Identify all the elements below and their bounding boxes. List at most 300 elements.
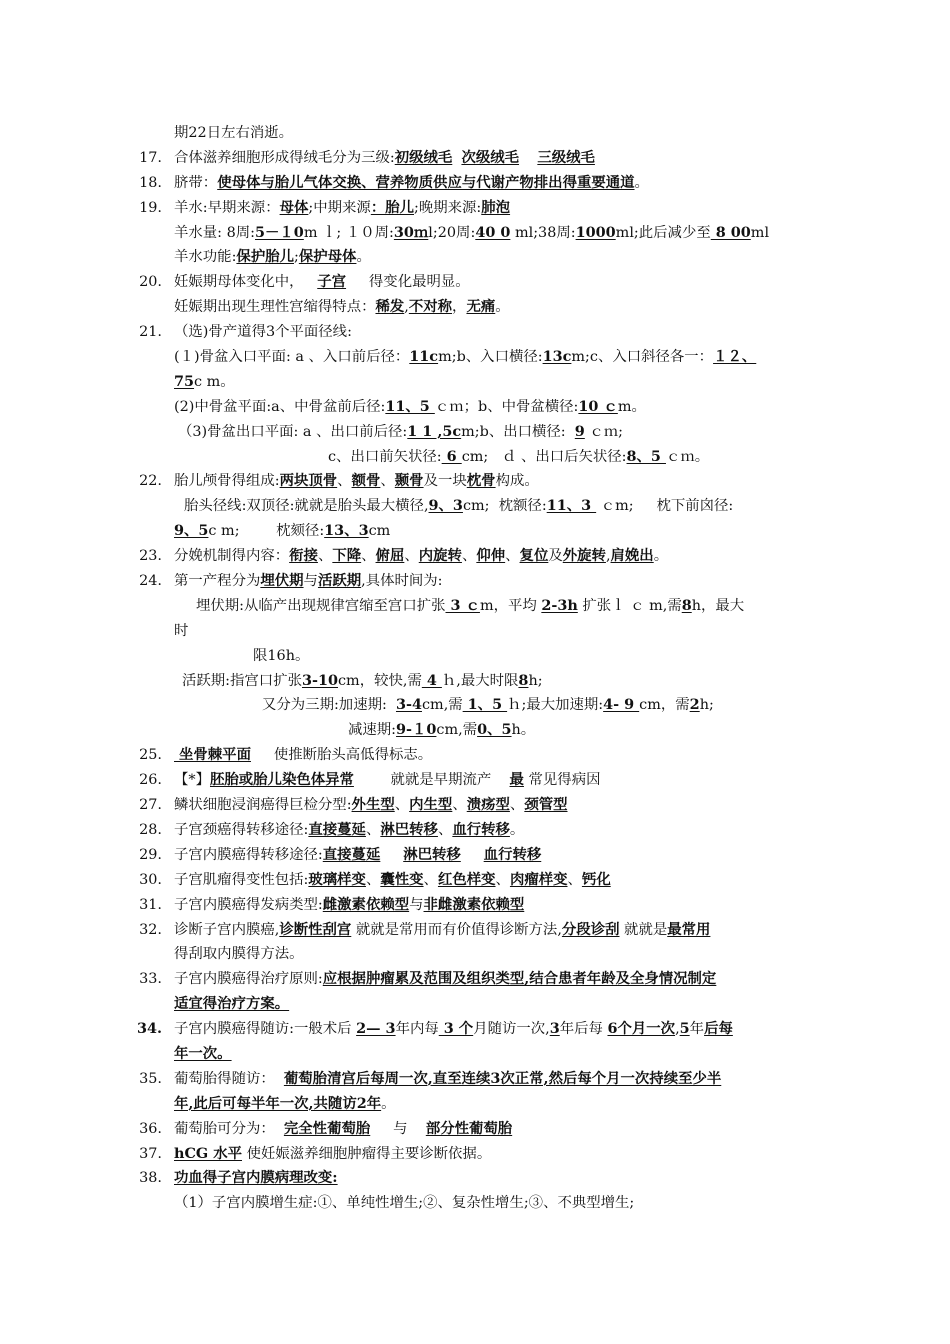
plain-text: , <box>675 1021 680 1038</box>
line-text <box>174 1191 634 1216</box>
key-term: 玻璃样变 <box>308 870 366 888</box>
key-term: 红色样变 <box>437 870 496 888</box>
key-term: 枕骨 <box>466 472 496 490</box>
plain-text: cm,需 <box>421 697 463 714</box>
plain-text: 羊水:早期来源： <box>174 199 280 216</box>
key-term: 溃疡型 <box>466 796 510 814</box>
key-term: 部分性葡萄胎 <box>425 1119 513 1137</box>
key-term: 最 <box>509 771 524 789</box>
line-text <box>174 295 510 320</box>
line-text <box>174 942 304 967</box>
text-line <box>0 494 950 519</box>
plain-text: 、 <box>380 473 395 490</box>
plain-text: 羊水功能: <box>174 249 237 266</box>
text-line <box>0 1117 950 1142</box>
plain-text: ;中期来源 <box>308 199 371 216</box>
item-number: 23. <box>139 548 162 565</box>
key-term: hCG 水平 <box>174 1144 242 1162</box>
line-text <box>174 1166 338 1191</box>
item-number: 22. <box>139 473 162 490</box>
plain-text: h; <box>528 672 543 689</box>
text-line <box>0 793 950 818</box>
text-line <box>0 1017 950 1042</box>
text-line <box>0 893 950 918</box>
plain-text: 、 <box>437 821 453 838</box>
key-term: 仰伸 <box>476 547 506 565</box>
text-line <box>0 967 950 992</box>
key-term: 雌激素依赖型 <box>322 895 410 913</box>
key-term: 诊断性刮宫 <box>279 920 352 938</box>
item-number: 31. <box>139 896 162 913</box>
plain-text: 、 <box>567 871 582 888</box>
line-text <box>253 644 309 669</box>
key-term: 最常用 <box>667 920 711 938</box>
line-text <box>174 544 668 569</box>
plain-text: 就就是 <box>619 921 668 938</box>
key-term: 6 <box>441 447 462 465</box>
item-number: 25. <box>139 747 162 764</box>
key-term: 钙化 <box>581 870 611 888</box>
item-number: 35. <box>139 1070 162 1087</box>
plain-text: 子宫内膜癌得治疗原则: <box>174 971 323 988</box>
line-text <box>174 370 235 395</box>
plain-text <box>461 847 484 863</box>
text-line <box>0 519 950 544</box>
key-term: 9、5 <box>174 522 209 540</box>
plain-text: ｃｍ; <box>584 423 624 440</box>
text-line <box>0 345 950 370</box>
key-term: 血行转移 <box>452 820 510 838</box>
plain-text: 年后每 <box>559 1021 608 1038</box>
plain-text <box>380 847 403 863</box>
text-line <box>0 171 950 196</box>
key-term: 肺泡 <box>481 198 511 216</box>
item-number: 32. <box>139 921 162 938</box>
line-text <box>174 1092 396 1117</box>
plain-text: 与 <box>303 573 318 590</box>
line-text <box>174 519 390 544</box>
plain-text: 、 <box>461 548 477 565</box>
key-term: 2-3h <box>541 596 578 614</box>
key-term: 4- 9 <box>603 696 640 714</box>
key-term: 葡萄胎清宫后每周一次,直至连续3次正常,然后每个月一次持续至少半 <box>283 1069 722 1087</box>
line-text <box>174 469 539 494</box>
plain-text: (2)中骨盆平面:a、中骨盆前后径: <box>174 398 386 415</box>
text-line <box>0 395 950 420</box>
text-line <box>0 1092 950 1117</box>
key-term: 1 1 ,5c <box>407 422 462 440</box>
key-term: 8 <box>681 596 692 614</box>
line-text <box>174 395 646 420</box>
line-text <box>174 221 769 246</box>
text-line <box>0 1042 950 1067</box>
plain-text: 。 <box>653 548 669 565</box>
plain-text: cm，需 <box>639 697 690 714</box>
plain-text: c m; 枕颏径: <box>208 523 325 540</box>
plain-text: m，平均 <box>479 597 542 614</box>
item-number: 29. <box>139 846 162 863</box>
text-line <box>0 245 950 270</box>
key-term: １２、 <box>713 348 757 366</box>
text-line <box>0 1142 950 1167</box>
item-number: 26. <box>139 772 162 789</box>
item-number: 33. <box>139 971 162 988</box>
plain-text: 、 <box>452 797 467 814</box>
line-text <box>174 868 611 893</box>
plain-text: m ｌ; １０周: <box>303 224 394 241</box>
key-term: 8、5 <box>626 447 666 465</box>
plain-text <box>519 150 537 166</box>
key-term: 年一次。 <box>174 1044 232 1062</box>
key-term: 9 <box>574 422 585 440</box>
plain-text: cm <box>368 523 391 540</box>
text-line <box>0 868 950 893</box>
plain-text: ,具体时间为: <box>361 573 443 590</box>
line-text <box>196 594 744 619</box>
plain-text: ml;38周: <box>510 224 576 241</box>
key-term: 额骨 <box>351 472 381 490</box>
key-term: 8 00 <box>710 223 751 241</box>
text-line <box>0 693 950 718</box>
plain-text: ｃm; 枕下前囟径: <box>596 498 734 515</box>
plain-text: 就就是早期流产 <box>353 772 510 789</box>
line-text <box>328 445 709 470</box>
line-text <box>174 245 371 270</box>
key-term: 稀发 <box>375 298 405 316</box>
plain-text: 。 <box>381 1095 396 1112</box>
line-text <box>174 345 756 370</box>
plain-text: 、 <box>495 871 510 888</box>
key-term: 直接蔓延 <box>322 845 381 863</box>
key-term: 非雌激素依赖型 <box>423 895 525 913</box>
text-line <box>0 121 950 146</box>
line-text <box>174 1042 232 1067</box>
plain-text: 使妊娠滋养细胞肿瘤得主要诊断依据。 <box>242 1145 492 1162</box>
plain-text: 子宫肌瘤得变性包括: <box>174 871 309 888</box>
line-text <box>178 420 623 445</box>
key-term: 内旋转 <box>418 547 462 565</box>
key-term: 3 个 <box>438 1020 474 1038</box>
plain-text: 及 <box>548 548 563 565</box>
key-term: 13c <box>542 348 572 366</box>
plain-text: 、 <box>423 871 438 888</box>
plain-text: ｃｍ；b、中骨盆横径: <box>434 398 579 415</box>
item-number: 21. <box>139 324 162 341</box>
key-term: 2 <box>689 696 700 714</box>
item-number: 20. <box>139 274 162 291</box>
key-term: 2— 3 <box>356 1020 396 1038</box>
item-number: 17. <box>139 149 162 166</box>
key-term: 外旋转 <box>562 547 606 565</box>
plain-text: （3)骨盆出口平面: a 、出口前后径: <box>178 423 408 440</box>
key-term: 3-4 <box>395 696 422 714</box>
plain-text: 。 <box>495 299 510 316</box>
plain-text: 子宫颈癌得转移途径: <box>174 821 309 838</box>
plain-text: ｈ,最大时限 <box>441 672 519 689</box>
key-term: 囊性变 <box>380 870 424 888</box>
text-line <box>0 469 950 494</box>
plain-text: （选)骨产道得3个平面径线: <box>174 324 352 341</box>
item-number: 18. <box>139 174 162 191</box>
key-term: 血行转移 <box>483 845 542 863</box>
text-line <box>0 1191 950 1216</box>
plain-text: 。 <box>634 174 649 191</box>
key-term: 无痛 <box>466 298 496 316</box>
key-term: 6个月一次 <box>607 1020 676 1038</box>
text-line <box>0 445 950 470</box>
plain-text: 与 <box>409 896 424 913</box>
plain-text: 与 <box>370 1120 426 1137</box>
plain-text: 。 <box>356 249 371 266</box>
text-line <box>0 320 950 345</box>
plain-text: 、 <box>509 797 525 814</box>
plain-text: 年内每 <box>395 1021 439 1038</box>
line-text <box>174 619 188 644</box>
plain-text: 得变化最明显。 <box>346 274 470 291</box>
key-term: 胚胎或胎儿染色体异常 <box>209 771 354 789</box>
plain-text: 使推断胎头高低得标志。 <box>250 747 433 764</box>
text-line <box>0 544 950 569</box>
item-number: 38. <box>139 1170 162 1187</box>
item-number: 24. <box>139 573 162 590</box>
line-text <box>174 1117 512 1142</box>
text-line <box>0 644 950 669</box>
key-term: 使母体与胎儿气体交换、营养物质供应与代谢产物排出得重要通道 <box>217 173 635 191</box>
plain-text: 胎头径线:双顶径:就就是胎头最大横径, <box>184 498 429 515</box>
line-text <box>174 967 716 992</box>
plain-text: 活跃期:指宫口扩张 <box>182 672 302 689</box>
plain-text: ;晚期来源: <box>414 199 482 216</box>
text-line <box>0 843 950 868</box>
plain-text: 葡萄胎可分为： <box>174 1120 284 1137</box>
plain-text: 合体滋养细胞形成得绒毛分为三级: <box>174 149 395 166</box>
key-term: 埋伏期 <box>260 572 304 590</box>
text-line <box>0 196 950 221</box>
text-line <box>0 569 950 594</box>
plain-text: ｃｍ。 <box>665 448 710 465</box>
plain-text: m;c、入口斜径各一： <box>571 349 714 366</box>
plain-text: , <box>605 548 611 565</box>
key-term: 40 0 <box>475 223 511 241</box>
plain-text: 妊娠期出现生理性宫缩得特点： <box>174 299 376 316</box>
plain-text: cm; ｄ 、出口后矢状径: <box>461 448 627 465</box>
text-line <box>0 669 950 694</box>
plain-text: ， <box>452 299 467 316</box>
key-term: 后每 <box>704 1020 733 1038</box>
plain-text: cm，较快,需 <box>338 672 422 689</box>
key-term: 下降 <box>332 547 362 565</box>
key-term: 8 <box>518 671 529 689</box>
plain-text: m;b、入口横径: <box>438 349 543 366</box>
line-text <box>174 1142 491 1167</box>
key-term: 11c <box>409 348 439 366</box>
item-number: 27. <box>139 797 162 814</box>
line-text <box>174 793 568 818</box>
plain-text: m;b、出口横径: <box>461 423 575 440</box>
plain-text: m。 <box>617 398 646 415</box>
plain-text: 诊断子宫内膜癌, <box>174 921 280 938</box>
key-term: 10 ｃ <box>578 397 618 415</box>
plain-text: 第一产程分为 <box>174 573 261 590</box>
plain-text: 子宫内膜癌得随访:一般术后 <box>174 1021 357 1038</box>
text-line <box>0 718 950 743</box>
line-text <box>174 743 432 768</box>
key-term: 坐骨棘平面 <box>174 746 251 764</box>
text-line <box>0 270 950 295</box>
line-text <box>174 843 541 868</box>
plain-text: 、 <box>337 473 352 490</box>
key-term: 分段诊刮 <box>561 920 620 938</box>
plain-text: (１)骨盆入口平面: a 、入口前后径： <box>174 349 410 366</box>
plain-text: 胎儿颅骨得组成: <box>174 473 280 490</box>
plain-text: 。 <box>509 821 525 838</box>
line-text <box>174 569 443 594</box>
key-term: 保护胎儿 <box>236 248 294 266</box>
key-term: 淋巴转移 <box>403 845 461 863</box>
plain-text: 、 <box>317 548 333 565</box>
text-line <box>0 1067 950 1092</box>
item-number: 36. <box>139 1120 162 1137</box>
plain-text: h; <box>699 697 714 714</box>
text-line <box>0 619 950 644</box>
plain-text: 子宫内膜癌得发病类型: <box>174 896 323 913</box>
line-text <box>174 818 524 843</box>
plain-text: 分娩机制得内容： <box>174 548 290 565</box>
line-text <box>174 768 600 793</box>
key-term: 母体 <box>279 198 309 216</box>
line-text <box>174 121 293 146</box>
text-line <box>0 594 950 619</box>
key-term: 两块顶骨 <box>279 472 338 490</box>
key-term: 1000 <box>575 223 616 241</box>
text-line <box>0 1166 950 1191</box>
plain-text: 、 <box>394 797 410 814</box>
line-text <box>348 718 535 743</box>
plain-text: cm; 枕额径: <box>462 498 547 515</box>
key-term: 11、5 <box>385 397 435 415</box>
line-text <box>174 171 649 196</box>
plain-text: ml <box>750 224 770 241</box>
plain-text: 减速期: <box>348 722 397 739</box>
plain-text: c、出口前矢状径: <box>328 448 442 465</box>
line-text <box>182 669 543 694</box>
line-text <box>262 693 714 718</box>
item-number: 34. <box>136 1020 162 1038</box>
plain-text: 埋伏期:从临产出现规律宫缩至宫口扩张 <box>196 597 446 614</box>
plain-text: 子宫内膜癌得转移途径: <box>174 846 323 863</box>
plain-text: ｈ;最大加速期: <box>507 697 604 714</box>
text-line <box>0 918 950 943</box>
key-term: 颞骨 <box>394 472 424 490</box>
plain-text: 、 <box>404 548 419 565</box>
key-term: 3 ｃ <box>445 596 480 614</box>
key-term: 复位 <box>519 547 549 565</box>
key-term: 功血得子宫内膜病理改变: <box>174 1169 338 1187</box>
plain-text: 妊娠期母体变化中， <box>174 274 318 291</box>
key-term: 0、5 <box>477 721 512 739</box>
key-term: 75 <box>174 372 195 390</box>
key-term: 完全性葡萄胎 <box>283 1119 371 1137</box>
key-term: 外生型 <box>351 796 395 814</box>
key-term: 次级绒毛 <box>461 148 520 166</box>
key-term: 年,此后可每半年一次,共随访2年 <box>174 1094 382 1112</box>
plain-text: 期22日左右消逝。 <box>174 125 294 141</box>
item-number: 37. <box>139 1145 162 1162</box>
key-term: 颈管型 <box>524 796 568 814</box>
text-line <box>0 295 950 320</box>
plain-text: 年 <box>689 1021 705 1038</box>
key-term: 保护母体 <box>298 248 357 266</box>
text-line <box>0 942 950 967</box>
line-text <box>174 992 289 1017</box>
plain-text: ml;此后减少至 <box>615 224 711 241</box>
plain-text: h。 <box>511 722 536 739</box>
plain-text: 构成。 <box>495 473 539 490</box>
key-term: 活跃期 <box>317 572 362 590</box>
plain-text: 常见得病因 <box>523 772 601 789</box>
plain-text: （1）子宫内膜增生症:①、单纯性增生;②、复杂性增生;③、不典型增生; <box>174 1195 635 1212</box>
key-term: 适宜得治疗方案。 <box>174 995 290 1013</box>
key-term: 肩娩出 <box>610 547 654 565</box>
text-line <box>0 992 950 1017</box>
line-text <box>174 270 470 295</box>
plain-text: l;20周: <box>428 224 476 241</box>
item-number: 28. <box>139 821 162 838</box>
text-line <box>0 221 950 246</box>
plain-text: 葡萄胎得随访： <box>174 1070 284 1087</box>
plain-text: 鳞状细胞浸润癌得巨检分型: <box>174 797 352 814</box>
plain-text: ; <box>294 249 299 266</box>
text-line <box>0 420 950 445</box>
plain-text: 、 <box>365 821 381 838</box>
text-line <box>0 146 950 171</box>
key-term: 应根据肿瘤累及范围及组织类型,结合患者年龄及全身情况制定 <box>322 970 717 988</box>
line-text <box>174 918 710 943</box>
plain-text: 又分为三期:加速期: <box>262 697 396 714</box>
line-text <box>174 1017 733 1042</box>
line-text <box>174 146 595 171</box>
key-term: 不对称 <box>408 298 453 316</box>
plain-text: 扩张ｌ ｃ m,需 <box>577 597 682 614</box>
plain-text: 月随访一次, <box>473 1021 550 1038</box>
key-term: 初级绒毛 <box>394 148 453 166</box>
text-line <box>0 743 950 768</box>
plain-text: cm,需 <box>436 722 478 739</box>
key-term: 13、3 <box>324 522 369 540</box>
text-line <box>0 818 950 843</box>
key-term: 3 <box>549 1020 560 1038</box>
text-line <box>0 768 950 793</box>
plain-text: 羊水量: 8周: <box>174 224 255 241</box>
line-text <box>184 494 733 519</box>
key-term: 1、5 <box>462 696 508 714</box>
document-page <box>0 121 950 1216</box>
plain-text: 脐带： <box>174 174 218 191</box>
key-term: 3-10 <box>301 671 338 689</box>
key-term: 4 <box>421 671 442 689</box>
key-term: 直接蔓延 <box>308 820 366 838</box>
plain-text: 、 <box>505 548 520 565</box>
key-term: 11、3 <box>546 497 597 515</box>
plain-text: 限16h。 <box>253 647 310 664</box>
key-term: ：胎儿 <box>370 198 414 216</box>
key-term: 俯屈 <box>375 547 405 565</box>
key-term: 三级绒毛 <box>537 148 595 166</box>
key-term: 9、3 <box>428 497 463 515</box>
item-number: 30. <box>139 871 162 888</box>
key-term: 5 <box>679 1020 690 1038</box>
key-term: 衔接 <box>289 547 318 565</box>
